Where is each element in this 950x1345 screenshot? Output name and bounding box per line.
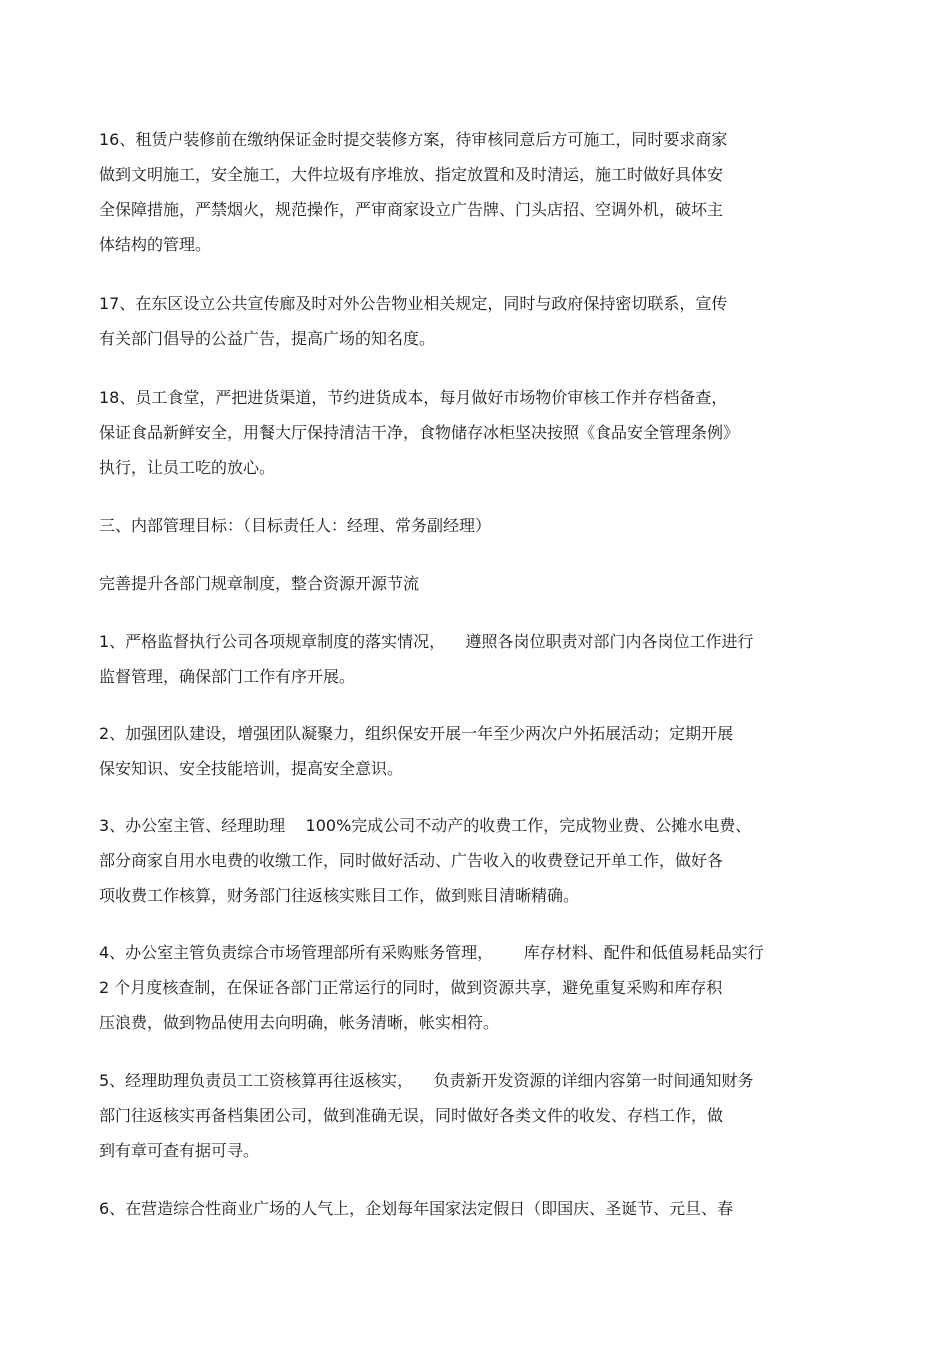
text-line: 部分商家自用水电费的收缴工作，同时做好活动、广告收入的收费登记开单工作，做好各 [99, 851, 724, 870]
paragraph-17 [99, 286, 859, 356]
paragraph-item-5 [99, 1063, 859, 1168]
paragraph-18 [99, 380, 859, 485]
text-line: 做到文明施工，安全施工，大件垃圾有序堆放、指定放置和及时清运，施工时做好具体安 [99, 165, 724, 184]
text-line: 完善提升各部门规章制度，整合资源开源节流 [99, 574, 420, 593]
paragraph-item-6 [99, 1191, 859, 1226]
paragraph-item-2 [99, 716, 859, 786]
paragraph-16 [99, 122, 859, 262]
paragraph-item-3 [99, 808, 859, 913]
section-subheading [99, 566, 859, 601]
text-line: 体结构的管理。 [99, 235, 212, 254]
text-line: 5、经理助理负责员工工资核算再往返核实， 负责新开发资源的详细内容第一时间通知财务 [99, 1071, 754, 1090]
text-line: 有关部门倡导的公益广告，提高广场的知名度。 [99, 329, 436, 348]
text-line: 监督管理，确保部门工作有序开展。 [99, 667, 356, 686]
section-heading-internal-management [99, 508, 859, 543]
text-line: 17、在东区设立公共宣传廊及时对外公告物业相关规定，同时与政府保持密切联系，宣传 [99, 294, 728, 313]
text-line: 4、办公室主管负责综合市场管理部所有采购账务管理， 库存材料、配件和低值易耗品实行 [99, 943, 764, 962]
text-line: 3、办公室主管、经理助理 100%完成公司不动产的收费工作，完成物业费、公摊水电费、 [99, 816, 752, 835]
text-line: 全保障措施，严禁烟火，规范操作，严审商家设立广告牌、门头店招、空调外机，破坏主 [99, 200, 724, 219]
text-line: 保证食品新鲜安全，用餐大厅保持清洁干净，食物储存冰柜坚决按照《食品安全管理条例》 [99, 423, 740, 442]
text-line: 2、加强团队建设，增强团队凝聚力，组织保安开展一年至少两次户外拓展活动；定期开展 [99, 724, 734, 743]
text-line: 到有章可查有据可寻。 [99, 1141, 260, 1160]
paragraph-item-1 [99, 624, 859, 694]
text-line: 2 个月度核查制，在保证各部门正常运行的同时，做到资源共享，避免重复采购和库存积 [99, 978, 723, 997]
text-line: 项收费工作核算，财务部门往返核实账目工作，做到账目清晰精确。 [99, 886, 580, 905]
text-line: 压浪费，做到物品使用去向明确，帐务清晰，帐实相符。 [99, 1013, 500, 1032]
text-line: 部门往返核实再备档集团公司，做到准确无误，同时做好各类文件的收发、存档工作，做 [99, 1106, 724, 1125]
paragraph-item-4 [99, 935, 859, 1040]
text-line: 1、严格监督执行公司各项规章制度的落实情况， 遵照各岗位职责对部门内各岗位工作进行 [99, 632, 754, 651]
text-line: 6、在营造综合性商业广场的人气上，企划每年国家法定假日（即国庆、圣诞节、元旦、春 [99, 1199, 734, 1218]
text-line: 执行，让员工吃的放心。 [99, 458, 276, 477]
text-line: 16、租赁户装修前在缴纳保证金时提交装修方案，待审核同意后方可施工，同时要求商家 [99, 130, 728, 149]
text-line: 保安知识、安全技能培训，提高安全意识。 [99, 759, 404, 778]
text-line: 18、员工食堂，严把进货渠道，节约进货成本，每月做好市场物价审核工作并存档备查， [99, 388, 728, 407]
section-heading: 三、内部管理目标：（目标责任人：经理、常务副经理） [99, 516, 492, 535]
